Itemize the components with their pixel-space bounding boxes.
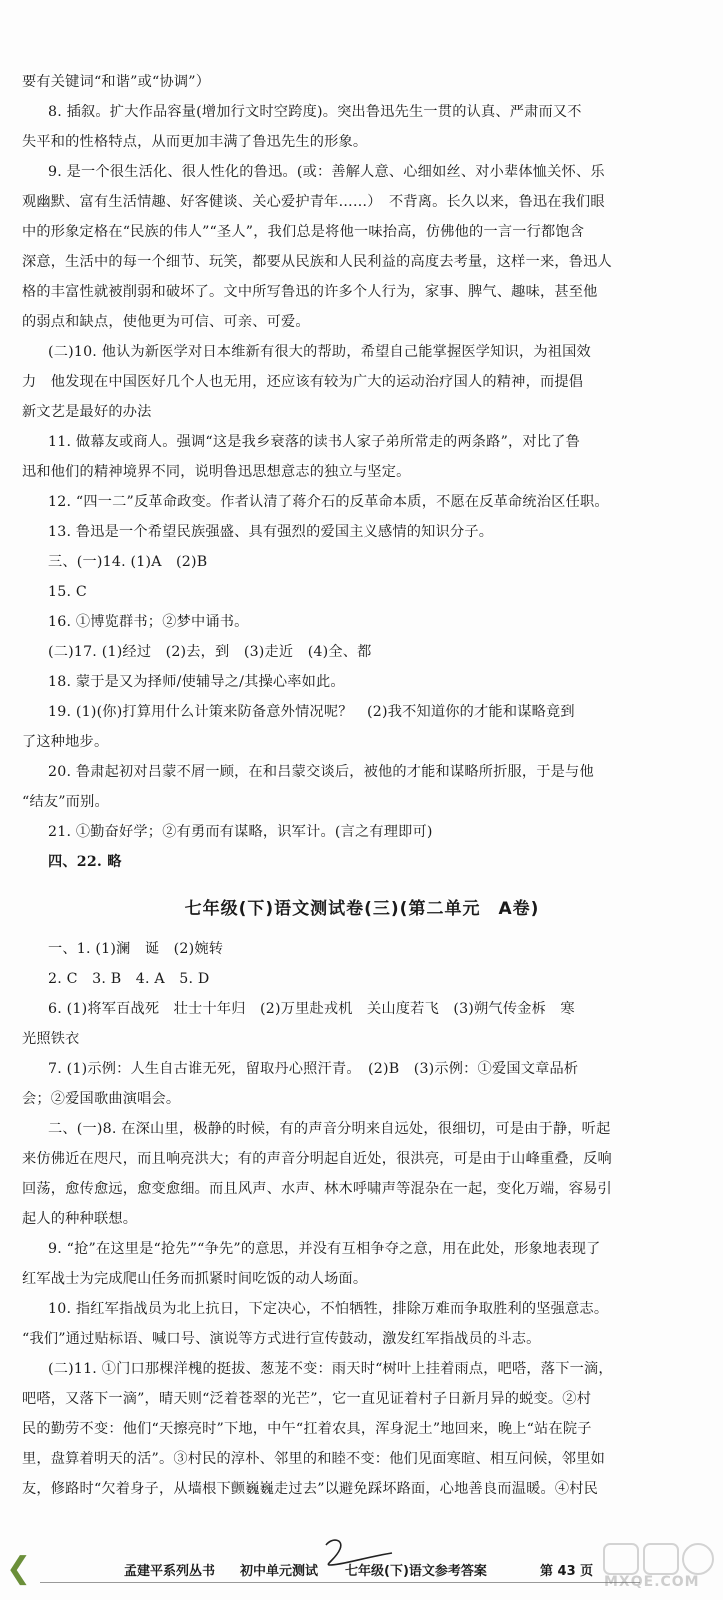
book-title: 七年级(下)语文参考答案 [345, 1564, 487, 1579]
answer-line: (二)17. (1)经过 (2)去，到 (3)走近 (4)全、都 [48, 644, 372, 660]
answer-line: 三、(一)14. (1)A (2)B [48, 554, 208, 570]
answer-line: 的弱点和缺点，使他更为可信、可亲、可爱。 [22, 314, 310, 330]
answer-line: 21. ①勤奋好学；②有勇而有谋略，识军计。(言之有理即可) [48, 824, 433, 840]
answer-line: 9. 是一个很生活化、很人性化的鲁迅。(或：善解人意、心细如丝、对小辈体恤关怀、乐 [48, 164, 605, 180]
answer-line: 16. ①博览群书；②梦中诵书。 [48, 614, 249, 630]
answer-line: 了这种地步。 [22, 734, 109, 750]
answer-line: 力 他发现在中国医好几个人也无用，还应该有较为广大的运动治疗国人的精神，而提倡 [22, 374, 584, 390]
answer-line: (二)11. ①门口那棵洋槐的挺拔、葱茏不变：雨天时“树叶上挂着雨点，吧嗒，落下一滴， [48, 1361, 613, 1377]
answer-line: 20. 鲁肃起初对吕蒙不屑一顾，在和吕蒙交谈后，被他的才能和谋略所折服，于是与他 [48, 764, 594, 780]
answer-line: 新文艺是最好的办法 [22, 404, 152, 420]
answer-line: 8. 插叙。扩大作品容量(增加行文时空跨度)。突出鲁迅先生一贯的认真、严肃而又不 [48, 104, 582, 120]
site-watermark [600, 1540, 720, 1598]
answer-line: 光照铁衣 [22, 1031, 80, 1047]
footer-divider [40, 1582, 640, 1583]
answer-line: 起人的种种联想。 [22, 1211, 138, 1227]
answer-line: 9. “抢”在这里是“抢先”“争先”的意思，并没有互相争夺之意，用在此处，形象地表现了 [48, 1241, 601, 1257]
answer-line: 友，修路时“欠着身子，从墙根下颤巍巍走过去”以避免踩坏路面，心地善良而温暖。④村民 [22, 1481, 599, 1497]
answer-line: 13. 鲁迅是一个希望民族强盛、具有强烈的爱国主义感情的知识分子。 [48, 524, 494, 540]
page-number: 第 43 页 [540, 1564, 594, 1579]
answer-line: 7. (1)示例：人生自古谁无死，留取丹心照汗青。 (2)B (3)示例：①爱国文章品析 [48, 1061, 579, 1077]
answer-line: 中的形象定格在“民族的伟人”“圣人”，我们总是将他一味抬高，仿佛他的一言一行都饱含 [22, 224, 585, 240]
answer-line: 失平和的性格特点，从而更加丰满了鲁迅先生的形象。 [22, 134, 368, 150]
answer-line: 18. 蒙于是又为择师/使辅导之/其操心率如此。 [48, 674, 345, 690]
series-name: 孟建平系列丛书 [124, 1564, 216, 1579]
answer-line: 民的勤劳不变：他们“天擦亮时”下地，中午“扛着农具，浑身泥土”地回来，晚上“站在院子 [22, 1421, 592, 1437]
answer-line: 要有关键词“和谐”或“协调”） [22, 74, 211, 90]
answer-line: “结友”而别。 [22, 794, 109, 810]
answers-test-three [22, 939, 702, 1499]
answer-line: 迅和他们的精神境界不同，说明鲁迅思想意志的独立与坚定。 [22, 464, 411, 480]
answer-line: 回荡，愈传愈远，愈变愈细。而且风声、水声、林木呼啸声等混杂在一起，变化万端，容易引 [22, 1181, 612, 1197]
book-subtitle: 初中单元测试 [240, 1564, 319, 1579]
watermark-text: MXQE.COM [604, 1574, 700, 1590]
answer-line: 12. “四一二”反革命政变。作者认清了蒋介石的反革命本质，不愿在反革命统治区任职。 [48, 494, 609, 510]
answer-line: 吧嗒，又落下一滴”，晴天则“泛着苍翠的光芒”，它一直见证着村子日新月异的蜕变。②村 [22, 1391, 592, 1407]
answer-line: 2. C 3. B 4. A 5. D [48, 971, 210, 987]
answers-previous-test [22, 72, 702, 872]
answer-line: 里，盘算着明天的活”。③村民的淳朴、邻里的和睦不变：他们见面寒暄、相互问候，邻里如 [22, 1451, 605, 1467]
answer-line: 四、22. 略 [48, 854, 122, 870]
answer-line: 6. (1)将军百战死 壮士十年归 (2)万里赴戎机 关山度若飞 (3)朔气传金柝 寒 [48, 1001, 575, 1017]
answer-line: 格的丰富性就被削弱和破坏了。文中所写鲁迅的许多个人行为，家事、脾气、趣味，甚至他 [22, 284, 598, 300]
answer-line: 一、1. (1)澜 诞 (2)婉转 [48, 941, 224, 957]
answer-line: 红军战士为完成爬山任务而抓紧时间吃饭的动人场面。 [22, 1271, 368, 1287]
answer-line: 15. C [48, 584, 87, 600]
answer-line: 二、(一)8. 在深山里，极静的时候，有的声音分明来自远处，很细切，可是由于静，听起 [48, 1121, 611, 1137]
answer-line: “我们”通过贴标语、喊口号、演说等方式进行宣传鼓动，激发红军指战员的斗志。 [22, 1331, 541, 1347]
answer-line: 来仿佛近在咫尺，而且响亮洪大；有的声音分明起自近处，很洪亮，可是由于山峰重叠，反响 [22, 1151, 612, 1167]
answer-line: 11. 做幕友或商人。强调“这是我乡衰落的读书人家子弟所常走的两条路”，对比了鲁 [48, 434, 580, 450]
answer-line: 深意，生活中的每一个细节、玩笑，都要从民族和人民利益的高度去考量，这样一来，鲁迅人 [22, 254, 612, 270]
answer-line: 19. (1)(你)打算用什么计策来防备意外情况呢？ (2)我不知道你的才能和谋略竟到 [48, 704, 575, 720]
answer-content [22, 72, 702, 1509]
answer-line: 观幽默、富有生活情趣、好客健谈、关心爱护青年……） 不背离。长久以来，鲁迅在我们眼 [22, 194, 605, 210]
section-title: 七年级(下)语文测试卷(三)(第二单元 A卷) [184, 899, 540, 919]
chevron-left-icon: ❮ [6, 1551, 32, 1586]
answer-line: (二)10. 他认为新医学对日本维新有很大的帮助，希望自己能掌握医学知识，为祖国效 [48, 344, 591, 360]
answer-line: 会；②爱国歌曲演唱会。 [22, 1091, 181, 1107]
answer-line: 10. 指红军指战员为北上抗日，下定决心，不怕牺牲，排除万难而争取胜利的坚强意志。 [48, 1301, 609, 1317]
